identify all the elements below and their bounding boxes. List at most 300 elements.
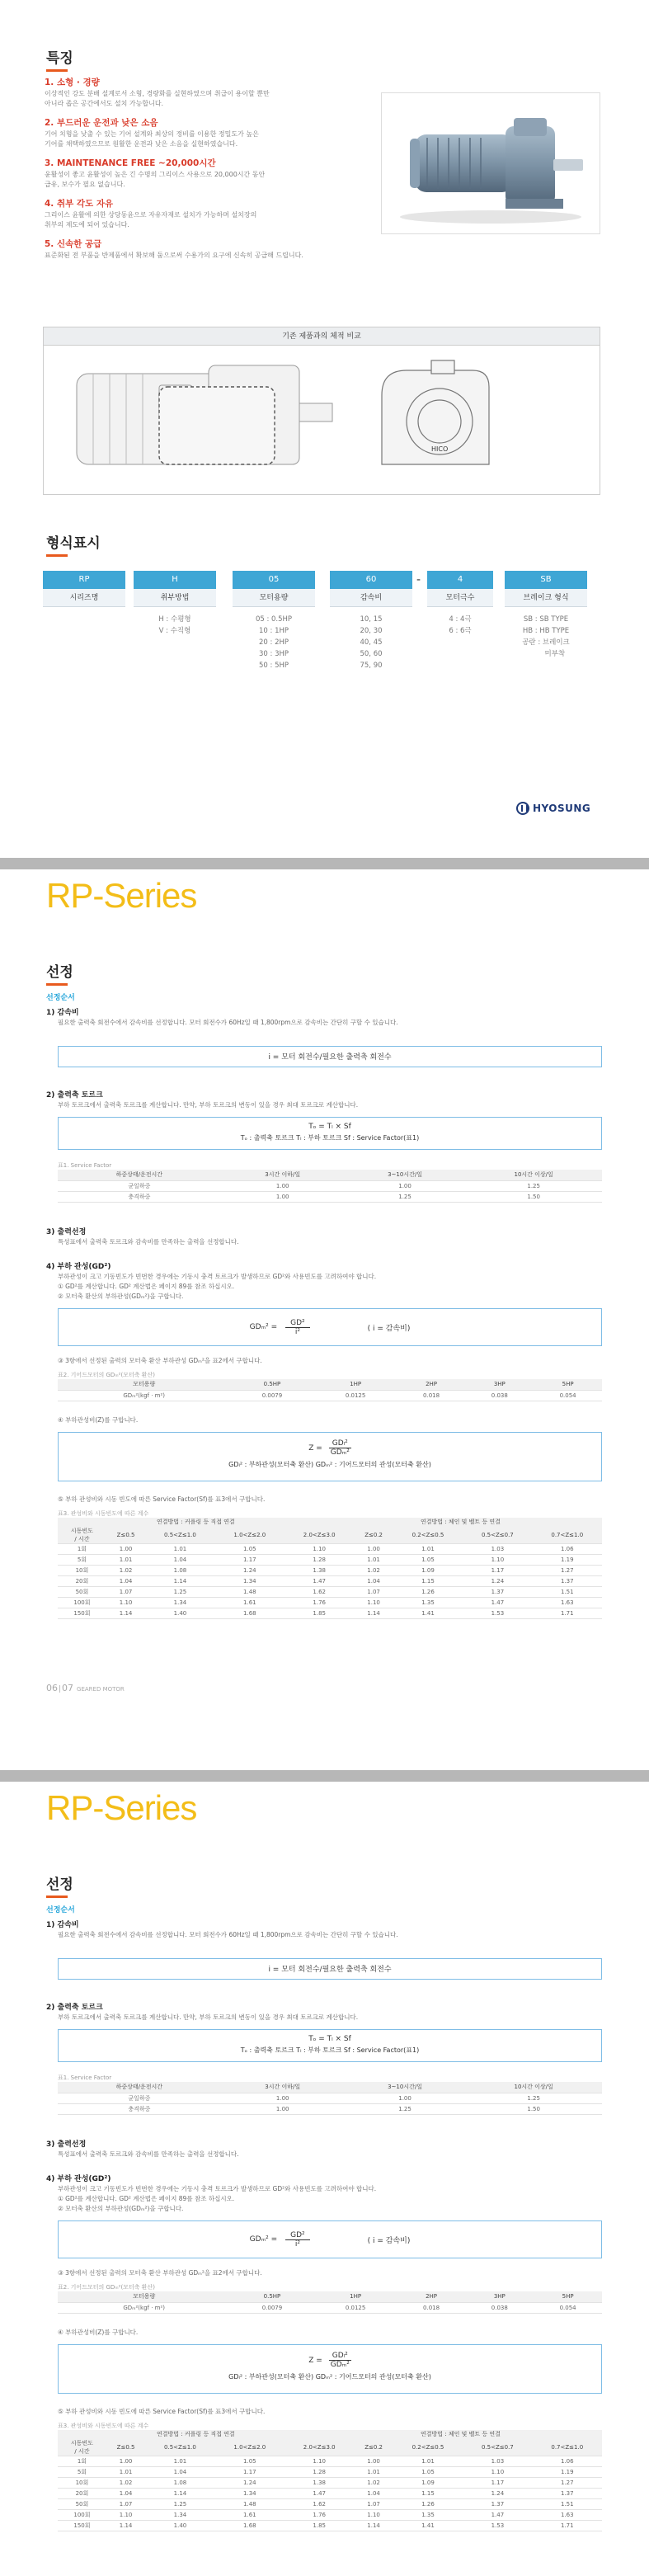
table-cell: 10회 <box>58 1566 106 1576</box>
code-options: 4 : 4극 6 : 6극 <box>449 615 472 635</box>
step3-title: 3) 출력선정 <box>46 2140 87 2149</box>
table-cell: 1.51 <box>533 1587 602 1598</box>
code-name: 시리즈명 <box>43 589 125 607</box>
table-cell: 1.71 <box>533 1608 602 1619</box>
table-cell: 1.27 <box>533 2478 602 2489</box>
table-header-cell: 0.7<Z≤1.0 <box>533 1527 602 1544</box>
table-cell: 100회 <box>58 1598 106 1608</box>
inertia-table <box>58 1527 602 1619</box>
code-column <box>43 571 125 695</box>
feature-desc: 윤활성이 좋고 윤활성이 높은 긴 수명의 그리이스 사용으로 20,000시간 동안 급유, 보수가 필요 없습니다. <box>45 171 266 188</box>
table-cell: 0.054 <box>534 1390 602 1401</box>
table-cell: 0.0079 <box>230 1390 313 1401</box>
table-cell: 0.0079 <box>230 2302 313 2313</box>
table-header-cell: 0.5<Z≤1.0 <box>145 1527 214 1544</box>
table-cell: 1.34 <box>145 2510 214 2521</box>
table-cell: 1.47 <box>285 1576 354 1587</box>
step4-desc3: ② 모터축 환산의 부하관성(GDₘ²)을 구합니다. <box>58 1293 184 1300</box>
table-cell: 1.24 <box>215 1566 285 1576</box>
table-cell: 1.41 <box>393 2521 463 2531</box>
table-header-cell: 3~10시간/일 <box>345 2082 466 2093</box>
series-title: RP-Series <box>46 876 197 915</box>
formula4-note: ( i = 감속비) <box>367 2236 411 2245</box>
table-cell: 1.63 <box>533 2510 602 2521</box>
step4-desc4: ③ 3항에서 선정된 출력의 모터축 환산 부하관성 GDₘ²을 표2에서 구합니다. <box>58 1357 262 1364</box>
table-header-row <box>58 1379 602 1390</box>
table-cell: 1.37 <box>533 2489 602 2499</box>
feature-item <box>45 116 383 149</box>
feature-desc: 그리이스 윤활에 의한 상당동윤으로 자유자재로 설치가 가능하며 설치장의 취부의 제도에 되어 있습니다. <box>45 211 257 228</box>
table-cell: 1.61 <box>215 2510 285 2521</box>
table-header-cell: 3HP <box>465 2291 534 2302</box>
step1-title: 1) 감속비 <box>46 1009 79 1017</box>
step4-desc5: ④ 부하관성비(Z)를 구합니다. <box>58 1416 139 1424</box>
table-cell: 1.62 <box>285 1587 354 1598</box>
table-cell: 1.01 <box>106 1555 145 1566</box>
feature-title: 1. 소형 · 경량 <box>45 78 100 87</box>
table-cell: 1.47 <box>463 2510 532 2521</box>
step4-desc1: 부하관성이 크고 기동빈도가 빈번한 경우에는 기동시 충격 토르크가 발생하므로 GD²와 사용빈도를 고려하여야 합니다. <box>58 1273 377 1280</box>
table-cell: 0.0125 <box>314 1390 397 1401</box>
code-column <box>427 571 493 695</box>
table-cell: 1.37 <box>463 2499 532 2510</box>
table-header-cell: Z≤0.2 <box>354 2439 393 2456</box>
table-cell: 1.00 <box>345 1180 466 1191</box>
model-code-table <box>43 571 604 695</box>
table-header-cell: 모터용량 <box>58 1379 230 1390</box>
table-header-cell: 0.5HP <box>230 1379 313 1390</box>
table-cell: 1.28 <box>285 2467 354 2478</box>
table-cell: 1회 <box>58 2456 106 2467</box>
table-cell: 1.17 <box>215 2467 285 2478</box>
table-cell: 1.34 <box>215 1576 285 1587</box>
page-left: 06 <box>46 1683 58 1693</box>
feature-list <box>45 76 383 268</box>
formula4-den: i² <box>294 1327 300 1336</box>
code-value: 4 <box>427 571 493 589</box>
table-header-cell: 5HP <box>534 1379 602 1390</box>
table-cell: 1.25 <box>345 1191 466 1202</box>
table-header-cell: Z≤0.2 <box>354 1527 393 1544</box>
series-title: RP-Series <box>46 1788 197 1827</box>
table-header-cell: 0.2<Z≤0.5 <box>393 2439 463 2456</box>
table-cell: 1.25 <box>465 2093 602 2103</box>
table-cell: 1.00 <box>221 2093 345 2103</box>
hyosung-logo <box>516 802 590 815</box>
table-header-cell: 0.5<Z≤1.0 <box>145 2439 214 2456</box>
step2-desc: 부하 토르크에서 출력축 토르크를 계산합니다. 만약, 부하 토르크의 변동이 있을 경우 최대 토르크로 계산합니다. <box>58 2013 359 2021</box>
step4-desc3: ② 모터축 환산의 부하관성(GDₘ²)을 구합니다. <box>58 2205 184 2212</box>
step1-desc: 필요한 출력축 회전수에서 감속비를 선정합니다. 모터 회전수가 60Hz일 때 1,800rpm으로 감속비는 간단히 구할 수 있습니다. <box>58 1019 398 1026</box>
table-cell: 1.24 <box>463 1576 532 1587</box>
formula5-den: GDₘ² <box>330 2361 350 2369</box>
table1-label: 표1. Service Factor <box>58 2074 112 2081</box>
table-cell: 1.14 <box>354 1608 393 1619</box>
table-cell: 1.01 <box>145 1544 214 1555</box>
table-cell: 1.00 <box>106 2456 145 2467</box>
table-row <box>58 2478 602 2489</box>
table-cell: 1.01 <box>106 2467 145 2478</box>
table-header-cell: 1HP <box>314 2291 397 2302</box>
table-cell: 1.04 <box>145 2467 214 2478</box>
table-cell: 1.51 <box>533 2499 602 2510</box>
table-row <box>58 1180 602 1191</box>
table-header-cell: 0.2<Z≤0.5 <box>393 1527 463 1544</box>
table-header-cell: 1.0<Z≤2.0 <box>215 1527 285 1544</box>
table-cell: 1.07 <box>106 1587 145 1598</box>
table-cell: 1.19 <box>533 2467 602 2478</box>
table-cell: 1.01 <box>145 2456 214 2467</box>
step3-desc: 특성표에서 출력축 토르크와 감속비를 만족하는 출력을 선정합니다. <box>58 2150 239 2158</box>
table-cell: 1.53 <box>463 1608 532 1619</box>
table-cell: 1.17 <box>463 2478 532 2489</box>
table-cell: 10회 <box>58 2478 106 2489</box>
table3-label: 표3. 관성비와 시동빈도에 따른 계수 <box>58 1510 149 1517</box>
table-cell: 1.07 <box>354 1587 393 1598</box>
features-title: 특징 <box>45 46 73 67</box>
table-cell: 1.14 <box>354 2521 393 2531</box>
table-header-cell: 0.5<Z≤0.7 <box>463 1527 532 1544</box>
table-cell: 1.01 <box>354 1555 393 1566</box>
table-cell: 1.05 <box>393 1555 463 1566</box>
feature-item <box>45 197 383 230</box>
table-header-cell: 5HP <box>534 2291 602 2302</box>
table-cell: 균일하중 <box>58 1180 221 1191</box>
table-cell: 0.038 <box>465 1390 534 1401</box>
table-header-cell: 2.0<Z≤3.0 <box>285 1527 354 1544</box>
table-row <box>58 1555 602 1566</box>
table-cell: 1.08 <box>145 1566 214 1576</box>
table-cell: 1.48 <box>215 1587 285 1598</box>
formula2-main: Tₒ = Tₗ × Sf <box>308 2035 351 2043</box>
table-cell: 100회 <box>58 2510 106 2521</box>
feature-item <box>45 238 383 261</box>
formula4-num: GD² <box>285 1319 310 1328</box>
table-cell: 5회 <box>58 2467 106 2478</box>
table-cell: 1.63 <box>533 1598 602 1608</box>
table-cell: 1.05 <box>215 2456 285 2467</box>
table-cell: 1.15 <box>393 1576 463 1587</box>
brand-name: HYOSUNG <box>533 803 591 814</box>
table-cell: 150회 <box>58 1608 106 1619</box>
formula2-legend: Tₒ : 출력축 토르크 Tₗ : 부하 토르크 Sf : Service Factor(표1) <box>240 2046 420 2054</box>
step4-desc2: ① GD²를 계산합니다. GD² 계산법은 페이지 89를 참조 하십시오. <box>58 1283 235 1290</box>
table-header-cell: 2HP <box>397 1379 466 1390</box>
table-row <box>58 1191 602 1202</box>
table-row <box>58 1390 602 1401</box>
table-cell: 1.10 <box>285 2456 354 2467</box>
comparison-panel <box>43 327 600 495</box>
table-row <box>58 2499 602 2510</box>
table-cell: 1.10 <box>285 1544 354 1555</box>
table3-group1: 연결방법 : 커플링 등 직접 연결 <box>157 2431 235 2437</box>
table-cell: 1.05 <box>215 1544 285 1555</box>
table-cell: 1.04 <box>145 1555 214 1566</box>
table-cell: 1.34 <box>145 1598 214 1608</box>
code-value: RP <box>43 571 125 589</box>
code-value: H <box>134 571 216 589</box>
table-cell: 0.018 <box>397 1390 466 1401</box>
hico-label: HICO <box>431 445 449 453</box>
table-cell: 1.41 <box>393 1608 463 1619</box>
step4-desc6: ⑤ 부하 관성비와 시동 빈도에 따른 Service Factor(Sf)를 표3에서 구합니다. <box>58 1495 266 1503</box>
formula4-box <box>58 1308 602 1346</box>
table-header-cell: 시동빈도 / 시간 <box>58 2439 106 2456</box>
selection-title: 선정 <box>46 960 73 981</box>
table-cell: 1.85 <box>285 2521 354 2531</box>
table3-group2: 연결방법 : 체인 및 벨트 등 연결 <box>421 1519 501 1525</box>
table-cell: 1.24 <box>463 2489 532 2499</box>
table-cell: 1.00 <box>354 2456 393 2467</box>
table-cell: 1.25 <box>345 2103 466 2114</box>
table-row <box>58 2456 602 2467</box>
table-cell: 1.50 <box>465 1191 602 1202</box>
table-cell: 1.01 <box>354 2467 393 2478</box>
table-header-row <box>58 1170 602 1180</box>
table-header-cell: 0.5<Z≤0.7 <box>463 2439 532 2456</box>
table-header-cell: 하중상태/운전시간 <box>58 2082 221 2093</box>
table-header-cell: 3HP <box>465 1379 534 1390</box>
table-header-row <box>58 2082 602 2093</box>
step2-title: 2) 출력축 토르크 <box>46 2004 103 2012</box>
table-cell: 충격하중 <box>58 1191 221 1202</box>
table-cell: 1.27 <box>533 1566 602 1576</box>
table-cell: 1.25 <box>145 2499 214 2510</box>
formula4-note: ( i = 감속비) <box>367 1324 411 1333</box>
section-gray-bar <box>0 1770 649 1782</box>
code-name: 브레이크 형식 <box>505 589 587 607</box>
table-cell: 50회 <box>58 1587 106 1598</box>
table-cell: 150회 <box>58 2521 106 2531</box>
table-cell: 1.01 <box>393 2456 463 2467</box>
table-cell: 1.02 <box>354 1566 393 1576</box>
table-cell: 1.10 <box>463 2467 532 2478</box>
formula2-legend: Tₒ : 출력축 토르크 Tₗ : 부하 토르크 Sf : Service Factor(표1) <box>240 1134 420 1142</box>
table-header-cell: 3시간 이하/일 <box>221 1170 345 1180</box>
table-header-cell: 2.0<Z≤3.0 <box>285 2439 354 2456</box>
gd2-table <box>58 2291 602 2314</box>
table3-group2: 연결방법 : 체인 및 벨트 등 연결 <box>421 2431 501 2437</box>
table-cell: 1.76 <box>285 2510 354 2521</box>
page-sep: | <box>59 1685 62 1693</box>
table-cell: 1.03 <box>463 2456 532 2467</box>
table-header-cell: 10시간 이상/일 <box>465 1170 602 1180</box>
table-row <box>58 2093 602 2103</box>
formula4-box <box>58 2220 602 2258</box>
formula4-lhs: GDₘ² = <box>249 2235 278 2244</box>
formula1-box: i = 모터 회전수/필요한 출력축 회전수 <box>58 1046 602 1067</box>
page-right: 07 <box>62 1683 74 1693</box>
step4-desc6: ⑤ 부하 관성비와 시동 빈도에 따른 Service Factor(Sf)를 표3에서 구합니다. <box>58 2408 266 2415</box>
inertia-table <box>58 2439 602 2531</box>
table-cell: 50회 <box>58 2499 106 2510</box>
section-gray-bar <box>0 858 649 869</box>
feature-title: 4. 취부 각도 자유 <box>45 199 114 209</box>
hyosung-emblem-icon <box>516 802 529 815</box>
feature-title: 5. 신속한 공급 <box>45 239 102 249</box>
formula5-num: GDₗ² <box>329 2352 351 2361</box>
feature-desc: 표준화된 전 부품을 반제품에서 확보해 둠으로써 수용가의 요구에 신속히 공급해 드립니다. <box>45 252 303 259</box>
formula5-fraction <box>329 2352 351 2369</box>
step4-title: 4) 부하 관성(GD²) <box>46 1263 111 1271</box>
table-row <box>58 1576 602 1587</box>
table-header-row <box>58 1527 602 1544</box>
table-header-cell: 모터용량 <box>58 2291 230 2302</box>
table-cell: 20회 <box>58 2489 106 2499</box>
table-row <box>58 2467 602 2478</box>
table-cell: 1.09 <box>393 1566 463 1576</box>
formula5-row <box>59 1439 601 1457</box>
table-cell: GDₘ²(kgf · m²) <box>58 1390 230 1401</box>
code-name: 모터용량 <box>233 589 315 607</box>
table-cell: 1.00 <box>354 1544 393 1555</box>
table-cell: 1.71 <box>533 2521 602 2531</box>
table-cell: 1.40 <box>145 2521 214 2531</box>
formula5-legend: GDₗ² : 부하관성(모터축 환산) GDₘ² : 기어드모터의 관성(모터축 환산) <box>228 2373 431 2381</box>
table-cell: 1.00 <box>221 1191 345 1202</box>
table-header-cell: 하중상태/운전시간 <box>58 1170 221 1180</box>
table-cell: 1.04 <box>106 1576 145 1587</box>
formula2-main: Tₒ = Tₗ × Sf <box>308 1123 351 1131</box>
code-options: H : 수평형 V : 수직형 <box>158 615 191 635</box>
table-cell: 1.48 <box>215 2499 285 2510</box>
table-cell: 충격하중 <box>58 2103 221 2114</box>
table-cell: 1.35 <box>393 2510 463 2521</box>
table-cell: 1.00 <box>106 1544 145 1555</box>
table-cell: 1.62 <box>285 2499 354 2510</box>
gd2-table <box>58 1379 602 1401</box>
table-cell: 1.05 <box>393 2467 463 2478</box>
table-cell: 5회 <box>58 1555 106 1566</box>
table-cell: 1.25 <box>465 1180 602 1191</box>
code-column <box>134 571 216 695</box>
table-cell: 1.37 <box>533 1576 602 1587</box>
code-column <box>330 571 412 695</box>
table-cell: 1.68 <box>215 2521 285 2531</box>
step4-desc4: ③ 3항에서 선정된 출력의 모터축 환산 부하관성 GDₘ²을 표2에서 구합니다. <box>58 2269 262 2277</box>
table-cell: 1.50 <box>465 2103 602 2114</box>
feature-item <box>45 157 383 190</box>
table-header-cell: Z≤0.5 <box>106 2439 145 2456</box>
table-cell: 1.47 <box>285 2489 354 2499</box>
code-name: 모터극수 <box>427 589 493 607</box>
page-number <box>46 1683 125 1693</box>
table-cell: 1.09 <box>393 2478 463 2489</box>
code-options: SB : SB TYPE HB : HB TYPE 공란 : 브레이크 미부착 <box>522 615 570 658</box>
table-cell: 0.0125 <box>314 2302 397 2313</box>
formula2-box <box>58 2029 602 2062</box>
code-dash: - <box>416 573 421 586</box>
table-cell: 1.03 <box>463 1544 532 1555</box>
step1-title: 1) 감속비 <box>46 1921 79 1929</box>
table1-label: 표1. Service Factor <box>58 1162 112 1169</box>
service-factor-table <box>58 1170 602 1203</box>
feature-item <box>45 76 383 109</box>
motor-image <box>381 92 600 234</box>
table-header-cell: 2HP <box>397 2291 466 2302</box>
table-row <box>58 2103 602 2114</box>
code-options: 10, 15 20, 30 40, 45 50, 60 75, 90 <box>360 615 383 670</box>
table-cell: 1.26 <box>393 1587 463 1598</box>
formula5-fraction <box>329 1439 351 1457</box>
table-header-cell: 10시간 이상/일 <box>465 2082 602 2093</box>
step1-desc: 필요한 출력축 회전수에서 감속비를 선정합니다. 모터 회전수가 60Hz일 때 1,800rpm으로 감속비는 간단히 구할 수 있습니다. <box>58 1931 398 1938</box>
step4-title: 4) 부하 관성(GD²) <box>46 2175 111 2183</box>
formula4-num: GD² <box>285 2231 310 2240</box>
table-cell: 1.01 <box>393 1544 463 1555</box>
table-cell: 1.25 <box>145 1587 214 1598</box>
selection-subtitle: 선정순서 <box>46 994 75 1002</box>
geared-motor-illustration <box>382 93 600 233</box>
table3-group1: 연결방법 : 커플링 등 직접 연결 <box>157 1519 235 1525</box>
table-row <box>58 1544 602 1555</box>
table-cell: 1.10 <box>354 2510 393 2521</box>
table-cell: 1.02 <box>106 1566 145 1576</box>
code-column <box>233 571 315 695</box>
table-cell: 1.14 <box>106 2521 145 2531</box>
table-cell: 0.018 <box>397 2302 466 2313</box>
table-row <box>58 2489 602 2499</box>
table-row <box>58 2302 602 2313</box>
table-cell: 1.00 <box>221 1180 345 1191</box>
code-value: SB <box>505 571 587 589</box>
table-cell: 1.14 <box>106 1608 145 1619</box>
formula5-row <box>59 2352 601 2369</box>
table-header-row <box>58 2439 602 2456</box>
table-cell: 1.68 <box>215 1608 285 1619</box>
model-code-title: 형식표시 <box>45 531 101 552</box>
table-header-cell: 0.5HP <box>230 2291 313 2302</box>
table-cell: 1.76 <box>285 1598 354 1608</box>
feature-title: 2. 부드러운 운전과 낮은 소음 <box>45 118 158 128</box>
table-header-cell: 시동빈도 / 시간 <box>58 1527 106 1544</box>
formula5-num: GDₗ² <box>329 1439 351 1448</box>
table-cell: 1.24 <box>215 2478 285 2489</box>
table-cell: 1.26 <box>393 2499 463 2510</box>
table-cell: GDₘ²(kgf · m²) <box>58 2302 230 2313</box>
table-header-cell: 1HP <box>314 1379 397 1390</box>
step4-desc2: ① GD²를 계산합니다. GD² 계산법은 페이지 89를 참조 하십시오. <box>58 2195 235 2202</box>
formula5-lhs: Z = <box>308 1443 322 1453</box>
feature-desc: 기어 치형을 낮출 수 있는 기어 설계와 최상의 정비를 이용한 정밀도가 높은 기어를 채택하였으므로 원활한 운전과 낮은 소음을 실현하였습니다. <box>45 130 259 148</box>
table-cell: 1.35 <box>393 1598 463 1608</box>
table-cell: 1.15 <box>393 2489 463 2499</box>
table-cell: 1.19 <box>533 1555 602 1566</box>
table-cell: 1.06 <box>533 2456 602 2467</box>
step4-desc5: ④ 부하관성비(Z)를 구합니다. <box>58 2329 139 2336</box>
formula4-lhs: GDₘ² = <box>249 1323 278 1331</box>
table-cell: 1.53 <box>463 2521 532 2531</box>
table-cell: 1.00 <box>345 2093 466 2103</box>
code-name: 감속비 <box>330 589 412 607</box>
selection-subtitle: 선정순서 <box>46 1906 75 1914</box>
table-row <box>58 1587 602 1598</box>
table-cell: 1.38 <box>285 2478 354 2489</box>
table-cell: 1.06 <box>533 1544 602 1555</box>
code-column <box>505 571 587 695</box>
table-cell: 1.07 <box>106 2499 145 2510</box>
table-cell: 1.02 <box>354 2478 393 2489</box>
table3-groups <box>58 2430 602 2439</box>
table-cell: 1.04 <box>354 2489 393 2499</box>
table-cell: 1.08 <box>145 2478 214 2489</box>
formula2-box <box>58 1117 602 1150</box>
table-cell: 1.07 <box>354 2499 393 2510</box>
step3-title: 3) 출력선정 <box>46 1228 87 1236</box>
feature-desc: 이상적인 강도 분배 설계로서 소형, 경량화를 실현하였으며 취급이 용이할 뿐만 아니라 좁은 공간에서도 설치 가능합니다. <box>45 90 270 107</box>
service-factor-table <box>58 2082 602 2115</box>
table-cell: 0.038 <box>465 2302 534 2313</box>
